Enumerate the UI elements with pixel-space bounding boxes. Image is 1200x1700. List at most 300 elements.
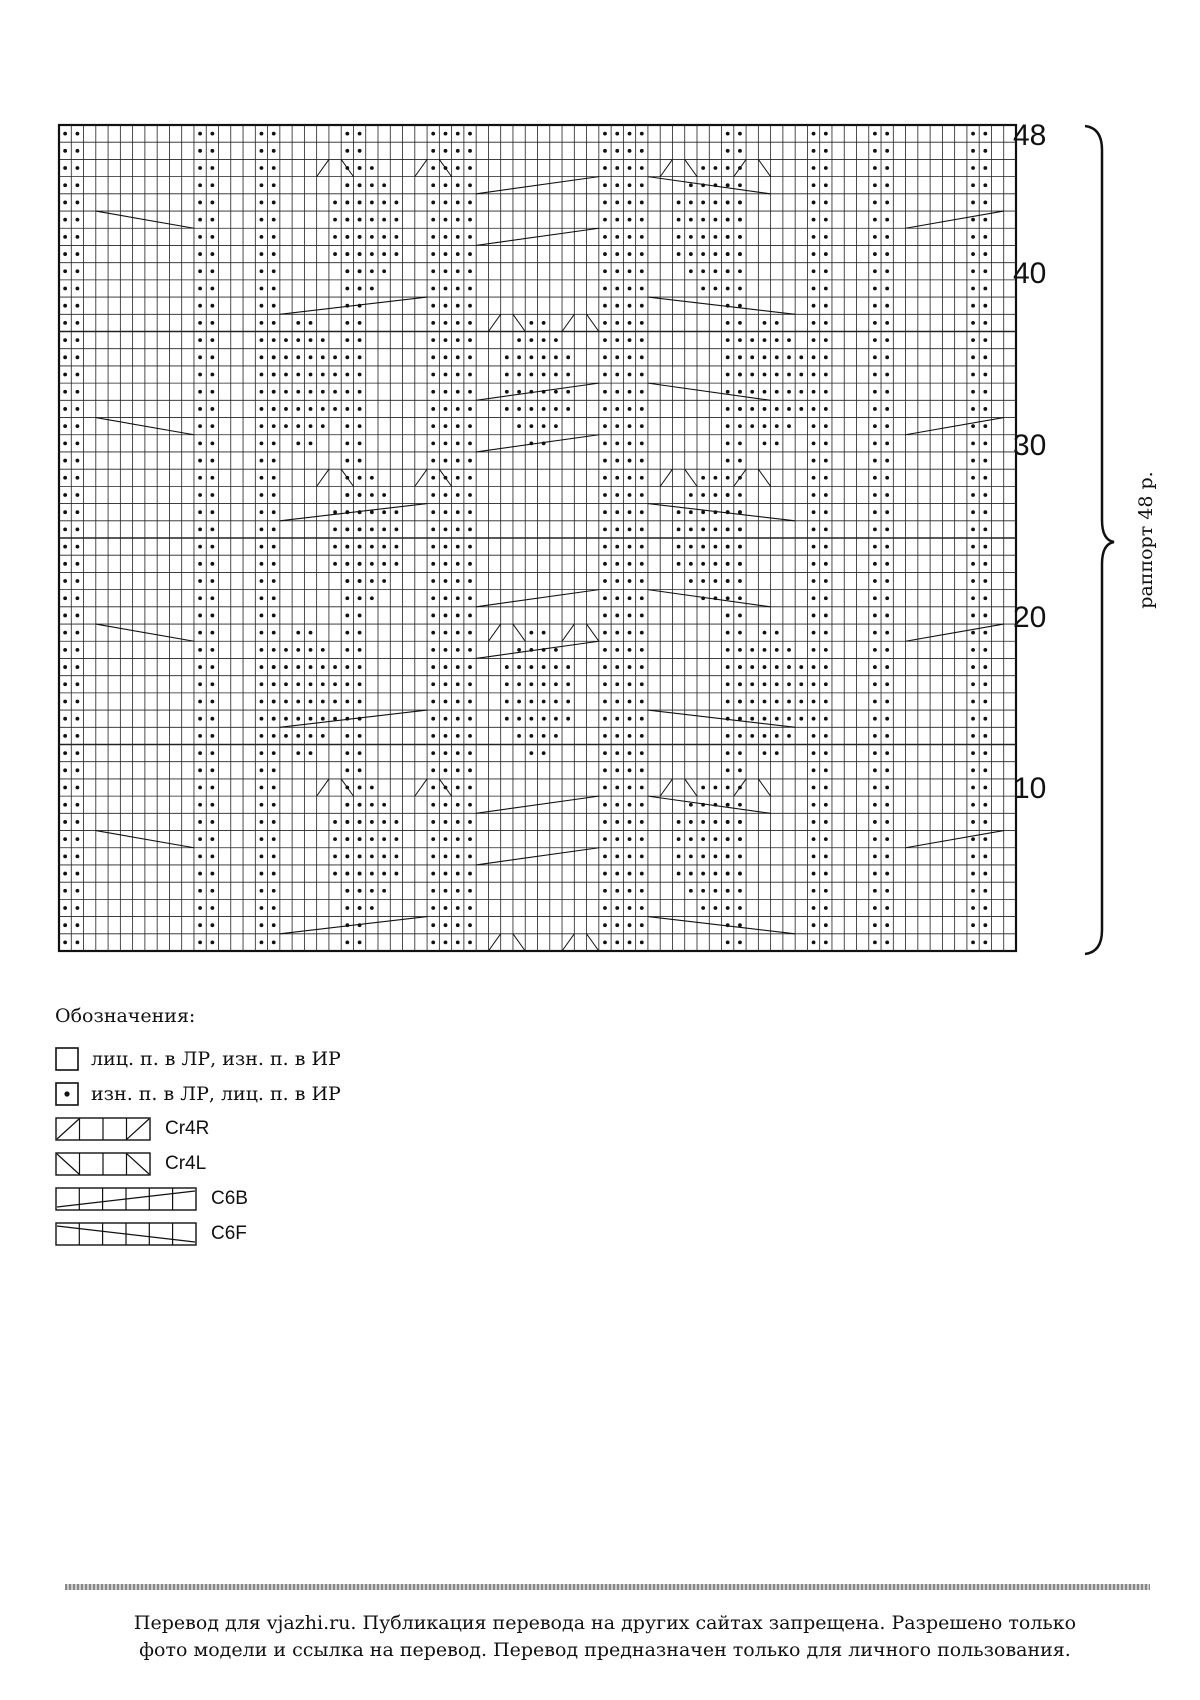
purl-dot	[76, 768, 80, 772]
purl-dot	[603, 373, 607, 377]
purl-dot	[63, 545, 67, 549]
purl-dot	[640, 441, 644, 445]
purl-dot	[517, 407, 521, 411]
purl-dot	[345, 700, 349, 704]
cr4l-icon	[55, 1152, 151, 1176]
purl-dot	[358, 940, 362, 944]
purl-dot	[873, 562, 877, 566]
purl-dot	[345, 287, 349, 291]
purl-dot	[272, 201, 276, 205]
purl-dot	[775, 321, 779, 325]
purl-dot	[763, 424, 767, 428]
purl-dot	[345, 545, 349, 549]
purl-dot	[812, 183, 816, 187]
purl-dot	[738, 717, 742, 721]
purl-dot	[210, 166, 214, 170]
purl-dot	[345, 183, 349, 187]
purl-dot	[628, 700, 632, 704]
purl-dot	[76, 527, 80, 531]
purl-dot	[260, 596, 264, 600]
purl-dot	[726, 889, 730, 893]
purl-dot	[382, 218, 386, 222]
purl-dot	[444, 459, 448, 463]
purl-dot	[873, 786, 877, 790]
purl-dot	[431, 235, 435, 239]
purl-dot	[812, 579, 816, 583]
purl-dot	[615, 889, 619, 893]
purl-dot	[677, 820, 681, 824]
purl-dot	[812, 321, 816, 325]
purl-dot	[63, 321, 67, 325]
purl-dot	[272, 596, 276, 600]
purl-dot	[628, 665, 632, 669]
purl-dot	[284, 424, 288, 428]
purl-dot	[284, 734, 288, 738]
purl-dot	[517, 734, 521, 738]
purl-dot	[971, 596, 975, 600]
purl-dot	[799, 665, 803, 669]
purl-dot	[296, 441, 300, 445]
purl-dot	[603, 940, 607, 944]
purl-dot	[615, 648, 619, 652]
purl-dot	[358, 252, 362, 256]
purl-dot	[824, 166, 828, 170]
purl-dot	[76, 906, 80, 910]
cr4l-mark	[758, 469, 770, 486]
row-label-10: 10	[1013, 772, 1047, 805]
cr4l-mark	[685, 159, 697, 176]
purl-dot	[738, 441, 742, 445]
purl-dot	[885, 751, 889, 755]
purl-dot	[431, 665, 435, 669]
purl-dot	[885, 407, 889, 411]
purl-dot	[885, 235, 889, 239]
purl-dot	[444, 373, 448, 377]
purl-dot	[468, 424, 472, 428]
purl-dot	[444, 235, 448, 239]
purl-dot	[272, 338, 276, 342]
purl-dot	[689, 201, 693, 205]
purl-dot	[738, 510, 742, 514]
purl-dot	[456, 510, 460, 514]
purl-dot	[554, 665, 558, 669]
purl-dot	[983, 338, 987, 342]
purl-dot	[431, 940, 435, 944]
purl-dot	[824, 459, 828, 463]
purl-dot	[370, 820, 374, 824]
purl-dot	[971, 476, 975, 480]
purl-dot	[63, 149, 67, 153]
purl-dot	[714, 493, 718, 497]
purl-dot	[983, 768, 987, 772]
purl-dot	[824, 579, 828, 583]
purl-dot	[714, 287, 718, 291]
purl-dot	[824, 803, 828, 807]
purl-dot	[321, 665, 325, 669]
cr4r-mark	[734, 779, 746, 796]
purl-dot	[726, 321, 730, 325]
purl-dot	[983, 820, 987, 824]
purl-dot	[971, 545, 975, 549]
purl-dot	[873, 906, 877, 910]
purl-dot	[345, 390, 349, 394]
purl-dot	[689, 235, 693, 239]
purl-dot	[272, 132, 276, 136]
purl-dot	[210, 854, 214, 858]
purl-dot	[677, 872, 681, 876]
purl-dot	[358, 562, 362, 566]
purl-dot	[382, 510, 386, 514]
purl-dot	[345, 579, 349, 583]
purl-dot	[272, 441, 276, 445]
purl-dot	[358, 218, 362, 222]
purl-dot	[456, 545, 460, 549]
purl-dot	[983, 166, 987, 170]
purl-dot	[812, 545, 816, 549]
purl-dot	[370, 872, 374, 876]
purl-dot	[640, 820, 644, 824]
purl-dot	[456, 355, 460, 359]
purl-dot	[701, 476, 705, 480]
purl-dot	[971, 459, 975, 463]
cr4r-mark	[488, 314, 500, 331]
purl-dot	[738, 906, 742, 910]
purl-dot	[63, 579, 67, 583]
purl-dot	[333, 407, 337, 411]
purl-dot	[885, 355, 889, 359]
purl-dot	[456, 527, 460, 531]
purl-dot	[824, 614, 828, 618]
purl-dot	[738, 751, 742, 755]
purl-dot	[431, 803, 435, 807]
purl-dot	[431, 768, 435, 772]
purl-dot	[260, 252, 264, 256]
purl-dot	[615, 201, 619, 205]
purl-dot	[345, 373, 349, 377]
purl-dot	[603, 923, 607, 927]
purl-dot	[628, 717, 632, 721]
purl-dot	[444, 717, 448, 721]
purl-dot	[198, 510, 202, 514]
purl-dot	[395, 527, 399, 531]
purl-dot	[628, 786, 632, 790]
purl-dot	[812, 872, 816, 876]
purl-dot	[456, 321, 460, 325]
purl-dot	[738, 734, 742, 738]
purl-dot	[763, 631, 767, 635]
purl-dot	[358, 235, 362, 239]
purl-dot	[799, 373, 803, 377]
purl-dot	[885, 321, 889, 325]
purl-dot	[309, 407, 313, 411]
purl-dot	[210, 803, 214, 807]
purl-dot	[63, 252, 67, 256]
purl-dot	[198, 700, 202, 704]
purl-dot	[198, 338, 202, 342]
purl-dot	[971, 854, 975, 858]
purl-dot	[738, 700, 742, 704]
purl-dot	[76, 407, 80, 411]
purl-dot	[738, 304, 742, 308]
purl-dot	[468, 940, 472, 944]
purl-dot	[689, 269, 693, 273]
purl-dot	[983, 665, 987, 669]
purl-dot	[444, 545, 448, 549]
purl-dot	[444, 441, 448, 445]
purl-dot	[468, 149, 472, 153]
purl-dot	[431, 321, 435, 325]
purl-dot	[983, 476, 987, 480]
purl-dot	[358, 854, 362, 858]
purl-dot	[812, 287, 816, 291]
row-labels	[1013, 119, 1046, 805]
purl-dot	[210, 614, 214, 618]
purl-dot	[198, 269, 202, 273]
purl-dot	[370, 889, 374, 893]
purl-dot	[63, 700, 67, 704]
purl-dot	[726, 648, 730, 652]
cr4l-mark	[758, 159, 770, 176]
purl-dot	[640, 149, 644, 153]
purl-dot	[738, 355, 742, 359]
purl-dot	[726, 906, 730, 910]
purl-dot	[812, 441, 816, 445]
purl-dot	[260, 459, 264, 463]
purl-dot	[198, 441, 202, 445]
purl-dot	[456, 562, 460, 566]
purl-dot	[701, 786, 705, 790]
purl-dot	[296, 734, 300, 738]
purl-dot	[603, 614, 607, 618]
purl-dot	[873, 476, 877, 480]
purl-dot	[701, 287, 705, 291]
purl-dot	[615, 768, 619, 772]
purl-dot	[873, 837, 877, 841]
purl-dot	[750, 355, 754, 359]
purl-dot	[726, 786, 730, 790]
purl-dot	[358, 338, 362, 342]
purl-dot	[763, 665, 767, 669]
purl-dot	[885, 717, 889, 721]
purl-dot	[615, 424, 619, 428]
purl-dot	[885, 700, 889, 704]
purl-dot	[628, 872, 632, 876]
purl-dot	[358, 648, 362, 652]
legend-item-purl	[55, 1076, 341, 1111]
purl-dot	[76, 218, 80, 222]
purl-dot	[971, 872, 975, 876]
purl-dot	[76, 132, 80, 136]
purl-dot	[358, 390, 362, 394]
purl-dot	[726, 235, 730, 239]
purl-dot	[444, 768, 448, 772]
purl-dot	[873, 510, 877, 514]
purl-dot	[615, 803, 619, 807]
legend-item-c6b	[55, 1181, 341, 1216]
purl-dot	[775, 338, 779, 342]
purl-dot	[468, 545, 472, 549]
purl-dot	[983, 355, 987, 359]
purl-dot	[775, 665, 779, 669]
purl-dot	[873, 665, 877, 669]
purl-dot	[726, 338, 730, 342]
purl-dot	[444, 734, 448, 738]
purl-dot	[63, 872, 67, 876]
purl-dot	[763, 321, 767, 325]
purl-dot	[689, 803, 693, 807]
purl-dot	[260, 493, 264, 497]
purl-dot	[971, 166, 975, 170]
purl-dot	[738, 854, 742, 858]
purl-dot	[983, 923, 987, 927]
purl-dot	[382, 235, 386, 239]
purl-dot	[812, 596, 816, 600]
purl-dot	[615, 906, 619, 910]
purl-dot	[983, 682, 987, 686]
purl-dot	[615, 476, 619, 480]
purl-dot	[603, 269, 607, 273]
purl-dot	[63, 493, 67, 497]
purl-dot	[873, 700, 877, 704]
purl-dot	[395, 545, 399, 549]
purl-dot	[824, 734, 828, 738]
purl-dot	[76, 837, 80, 841]
purl-dot	[824, 338, 828, 342]
purl-dot	[542, 407, 546, 411]
purl-dot	[628, 940, 632, 944]
purl-dot	[370, 476, 374, 480]
purl-dot	[431, 906, 435, 910]
purl-dot	[468, 459, 472, 463]
purl-dot	[468, 682, 472, 686]
purl-dot	[198, 717, 202, 721]
purl-dot	[615, 149, 619, 153]
purl-dot	[542, 717, 546, 721]
purl-dot	[345, 906, 349, 910]
purl-dot	[63, 132, 67, 136]
purl-dot	[444, 837, 448, 841]
purl-dot	[76, 596, 80, 600]
purl-dot	[529, 321, 533, 325]
purl-dot	[885, 579, 889, 583]
purl-dot	[983, 579, 987, 583]
purl-dot	[615, 562, 619, 566]
purl-dot	[873, 820, 877, 824]
purl-dot	[272, 269, 276, 273]
purl-dot	[370, 596, 374, 600]
purl-dot	[76, 545, 80, 549]
purl-dot	[260, 235, 264, 239]
purl-dot	[468, 768, 472, 772]
purl-dot	[358, 183, 362, 187]
purl-dot	[873, 338, 877, 342]
purl-dot	[726, 596, 730, 600]
purl-dot	[517, 355, 521, 359]
purl-dot	[799, 682, 803, 686]
purl-dot	[640, 700, 644, 704]
purl-dot	[971, 820, 975, 824]
purl-dot	[615, 837, 619, 841]
purl-dot	[726, 768, 730, 772]
purl-dot	[628, 734, 632, 738]
purl-dot	[358, 166, 362, 170]
purl-dot	[260, 734, 264, 738]
purl-dot	[640, 424, 644, 428]
purl-dot	[210, 252, 214, 256]
purl-dot	[971, 665, 975, 669]
purl-dot	[358, 734, 362, 738]
purl-dot	[738, 338, 742, 342]
purl-dot	[272, 252, 276, 256]
purl-dot	[284, 648, 288, 652]
purl-dot	[210, 717, 214, 721]
purl-dot	[628, 373, 632, 377]
purl-dot	[983, 390, 987, 394]
purl-dot	[444, 183, 448, 187]
purl-dot	[76, 441, 80, 445]
purl-dot	[603, 768, 607, 772]
purl-dot	[689, 820, 693, 824]
purl-dot	[309, 390, 313, 394]
purl-dot	[431, 872, 435, 876]
purl-dot	[210, 837, 214, 841]
cr4l-mark	[587, 934, 599, 951]
purl-dot	[260, 562, 264, 566]
purl-dot	[873, 493, 877, 497]
purl-dot	[701, 527, 705, 531]
purl-dot	[272, 889, 276, 893]
purl-dot	[542, 355, 546, 359]
purl-dot	[382, 545, 386, 549]
purl-dot	[873, 183, 877, 187]
purl-dot	[824, 183, 828, 187]
purl-dot	[640, 803, 644, 807]
chart-grid	[59, 125, 1016, 951]
purl-dot	[885, 631, 889, 635]
purl-dot	[763, 441, 767, 445]
purl-dot	[738, 923, 742, 927]
purl-dot	[812, 906, 816, 910]
purl-dot	[358, 786, 362, 790]
purl-dot	[824, 355, 828, 359]
purl-dot	[763, 682, 767, 686]
purl-dot	[431, 579, 435, 583]
purl-dot	[566, 355, 570, 359]
purl-dot	[799, 700, 803, 704]
purl-dot	[689, 872, 693, 876]
purl-dot	[615, 751, 619, 755]
purl-dot	[689, 854, 693, 858]
purl-dot	[370, 218, 374, 222]
purl-dot	[76, 751, 80, 755]
purl-dot	[983, 183, 987, 187]
purl-dot	[431, 287, 435, 291]
purl-dot	[640, 166, 644, 170]
purl-dot	[468, 287, 472, 291]
purl-dot	[468, 304, 472, 308]
purl-dot	[260, 355, 264, 359]
purl-dot	[885, 287, 889, 291]
purl-dot	[321, 717, 325, 721]
purl-dot	[529, 717, 533, 721]
purl-dot	[640, 872, 644, 876]
purl-dot	[885, 682, 889, 686]
purl-dot	[76, 889, 80, 893]
purl-dot	[505, 717, 509, 721]
purl-dot	[198, 786, 202, 790]
purl-dot	[812, 527, 816, 531]
purl-dot	[468, 889, 472, 893]
